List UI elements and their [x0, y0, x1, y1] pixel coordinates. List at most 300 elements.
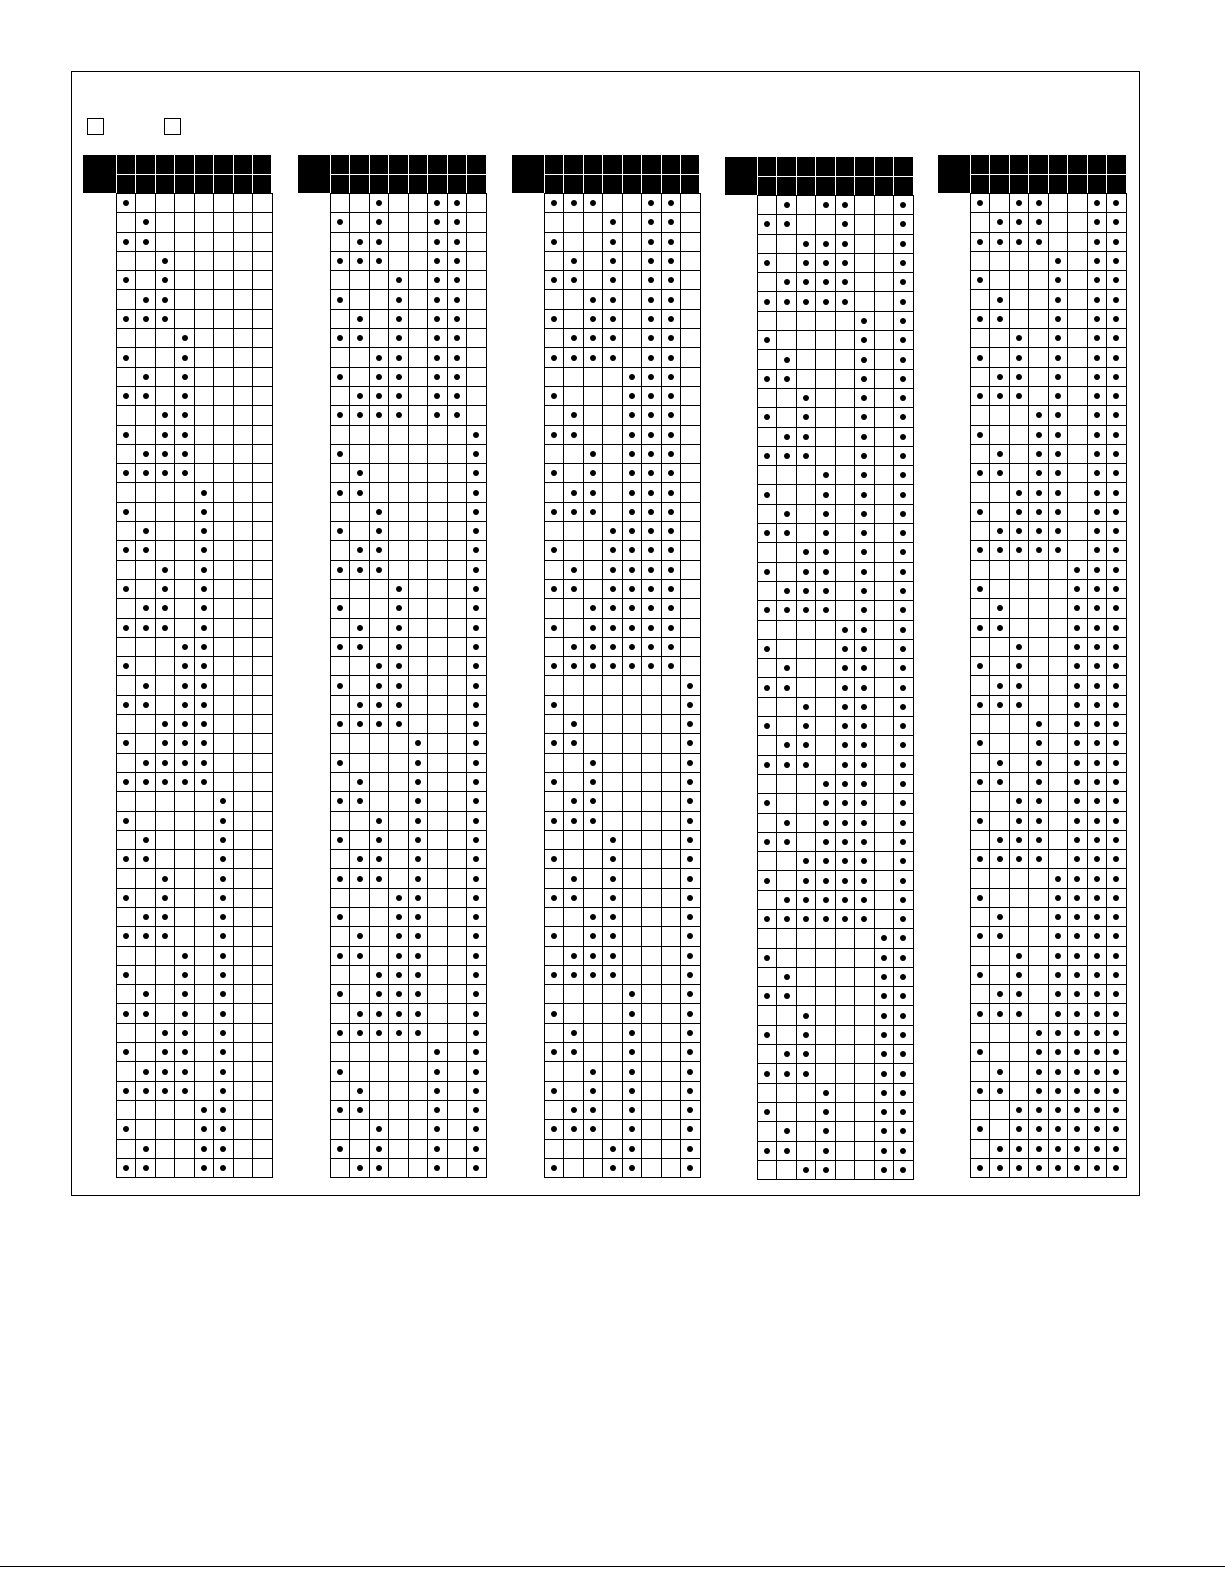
table-row [971, 985, 1127, 1004]
table-cell [816, 273, 835, 292]
table-cell [642, 985, 661, 1004]
table-row [117, 638, 273, 657]
table-cell [971, 947, 990, 966]
table-cell [777, 640, 796, 659]
table-row [758, 968, 914, 987]
table-cell [797, 254, 816, 273]
dot-mark [687, 702, 693, 708]
table-cell [990, 947, 1009, 966]
dot-mark [201, 1146, 207, 1152]
table-cell [331, 522, 350, 541]
table-cell [156, 676, 175, 695]
dot-mark [861, 858, 867, 864]
dot-mark [1113, 895, 1119, 901]
dot-mark [842, 279, 848, 285]
table-cell [681, 908, 700, 927]
table-cell [467, 619, 486, 638]
dot-mark [551, 547, 557, 553]
table-cell [681, 1062, 700, 1081]
table-cell [758, 1045, 777, 1064]
table-row [117, 580, 273, 599]
table-row [545, 734, 701, 753]
table-cell [117, 580, 136, 599]
table-cell [253, 1140, 272, 1159]
dot-mark [551, 895, 557, 901]
dot-mark [434, 316, 440, 322]
table-cell [409, 773, 428, 792]
table-cell [662, 464, 681, 483]
table-cell [662, 966, 681, 985]
table-cell [1049, 387, 1068, 406]
table-cell [195, 271, 214, 290]
table-cell [758, 756, 777, 775]
dot-mark [1016, 1126, 1022, 1132]
dot-mark [571, 277, 577, 283]
table-cell [797, 756, 816, 775]
table-row [117, 657, 273, 676]
table-cell [836, 563, 855, 582]
table-cell [662, 387, 681, 406]
table-cell [816, 929, 835, 948]
table-cell [1107, 889, 1126, 908]
table-row [331, 368, 487, 387]
table-row [331, 1120, 487, 1139]
table-cell [584, 445, 603, 464]
dot-mark [668, 316, 674, 322]
dot-mark [900, 337, 906, 343]
table-cell [156, 1101, 175, 1120]
table-cell [253, 1024, 272, 1043]
dot-mark [454, 200, 460, 206]
table-cell [971, 638, 990, 657]
dot-mark [123, 740, 129, 746]
table-cell [389, 812, 408, 831]
table-cell [855, 215, 874, 234]
table-cell [971, 541, 990, 560]
table-cell [875, 968, 894, 987]
table-cell [175, 348, 194, 367]
table-cell [117, 734, 136, 753]
table-cell [797, 1006, 816, 1025]
dot-mark [842, 916, 848, 922]
table-cell [894, 370, 913, 389]
table-row [117, 194, 273, 213]
table-cell [1088, 464, 1107, 483]
table-cell [1049, 619, 1068, 638]
table-row [758, 621, 914, 640]
dot-mark [123, 972, 129, 978]
table-cell [855, 736, 874, 755]
table-cell [370, 252, 389, 271]
table-cell [253, 271, 272, 290]
table-cell [428, 580, 447, 599]
table-cell [855, 814, 874, 833]
table-cell [642, 1043, 661, 1062]
table-cell [971, 368, 990, 387]
dot-mark [1036, 432, 1042, 438]
table-cell [564, 696, 583, 715]
table-cell [1049, 445, 1068, 464]
table-cell [331, 541, 350, 560]
checkbox-1[interactable] [87, 118, 104, 135]
dot-mark [1094, 1011, 1100, 1017]
table-cell [642, 368, 661, 387]
table-cell [350, 522, 369, 541]
table-cell [584, 406, 603, 425]
dot-mark [881, 1109, 887, 1115]
dot-mark [900, 704, 906, 710]
table-cell [545, 541, 564, 560]
table-cell [253, 734, 272, 753]
table-cell [234, 1159, 253, 1178]
table-cell [234, 773, 253, 792]
table-row [331, 985, 487, 1004]
dot-mark [473, 953, 479, 959]
table-cell [136, 985, 155, 1004]
dot-mark [415, 818, 421, 824]
dot-mark [610, 972, 616, 978]
table-cell [894, 814, 913, 833]
table-cell [1088, 985, 1107, 1004]
table-cell [545, 194, 564, 213]
table-cell [894, 331, 913, 350]
table-cell [564, 464, 583, 483]
dot-mark [900, 781, 906, 787]
table-cell [234, 194, 253, 213]
dot-mark [473, 1011, 479, 1017]
table-cell [467, 483, 486, 502]
table-row [331, 676, 487, 695]
table-cell [428, 1101, 447, 1120]
dot-mark [842, 221, 848, 227]
dot-mark [376, 663, 382, 669]
table-cell [662, 1024, 681, 1043]
table-cell [1049, 561, 1068, 580]
table-row [971, 290, 1127, 309]
table-cell [1049, 483, 1068, 502]
dot-mark [551, 702, 557, 708]
dot-mark [337, 1107, 343, 1113]
table-cell [136, 1062, 155, 1081]
table-cell [584, 927, 603, 946]
dot-mark [571, 490, 577, 496]
table-cell [195, 426, 214, 445]
dot-mark [590, 625, 596, 631]
table-row [758, 408, 914, 427]
dot-mark [784, 916, 790, 922]
table-cell [816, 814, 835, 833]
table-cell [642, 194, 661, 213]
table-cell [175, 310, 194, 329]
table-row [117, 850, 273, 869]
table-cell [350, 194, 369, 213]
table-cell [564, 561, 583, 580]
table-cell [836, 254, 855, 273]
table-cell [1107, 696, 1126, 715]
table-cell [1068, 464, 1087, 483]
table-cell [370, 1120, 389, 1139]
table-cell [331, 483, 350, 502]
table-row [117, 387, 273, 406]
table-cell [175, 194, 194, 213]
table-cell [855, 582, 874, 601]
dot-mark [1036, 1088, 1042, 1094]
dot-mark [1094, 740, 1100, 746]
dot-mark [590, 451, 596, 457]
table-cell [681, 599, 700, 618]
dot-mark [784, 376, 790, 382]
table-cell [662, 715, 681, 734]
table-cell [971, 233, 990, 252]
table-cell [195, 812, 214, 831]
table-cell [448, 522, 467, 541]
dot-mark [590, 509, 596, 515]
dot-mark [201, 1126, 207, 1132]
dot-mark [162, 451, 168, 457]
dot-mark [376, 818, 382, 824]
table-cell [875, 408, 894, 427]
table-cell [1088, 947, 1107, 966]
table-cell [681, 271, 700, 290]
dot-mark [123, 509, 129, 515]
checkbox-2[interactable] [164, 118, 181, 135]
table-cell [1010, 908, 1029, 927]
table-row [331, 1062, 487, 1081]
dot-mark [162, 760, 168, 766]
table-cell [990, 1120, 1009, 1139]
dot-mark [143, 779, 149, 785]
table-cell [214, 329, 233, 348]
table-cell [136, 812, 155, 831]
dot-mark [1094, 470, 1100, 476]
table-cell [370, 619, 389, 638]
dot-mark [182, 432, 188, 438]
table-cell [409, 445, 428, 464]
dot-mark [823, 878, 829, 884]
table-cell [1010, 213, 1029, 232]
dot-mark [1113, 1126, 1119, 1132]
table-cell [681, 657, 700, 676]
table-cell [350, 348, 369, 367]
dot-mark [396, 953, 402, 959]
table-row [331, 1004, 487, 1023]
dot-mark [823, 1167, 829, 1173]
table-row [331, 869, 487, 888]
table-cell [855, 968, 874, 987]
table-cell [156, 773, 175, 792]
table-cell [350, 908, 369, 927]
table-cell [777, 601, 796, 620]
table-cell [855, 1006, 874, 1025]
table-cell [1049, 194, 1068, 213]
table-cell [117, 387, 136, 406]
table-cell [894, 678, 913, 697]
dot-mark [357, 1165, 363, 1171]
table-cell [136, 599, 155, 618]
table-cell [797, 736, 816, 755]
dot-mark [1036, 528, 1042, 534]
dot-mark [143, 1146, 149, 1152]
table-cell [545, 812, 564, 831]
table-cell [1088, 599, 1107, 618]
dot-mark [861, 337, 867, 343]
table-cell [816, 543, 835, 562]
dot-mark [376, 702, 382, 708]
table-cell [584, 734, 603, 753]
table-cell [894, 1103, 913, 1122]
table-row [117, 233, 273, 252]
table-cell [662, 792, 681, 811]
table-cell [990, 619, 1009, 638]
dot-mark [784, 742, 790, 748]
table-cell [758, 524, 777, 543]
table-cell [409, 908, 428, 927]
table-cell [253, 1101, 272, 1120]
table-row [331, 464, 487, 483]
table-cell [195, 561, 214, 580]
table-cell [1010, 966, 1029, 985]
table-cell [409, 696, 428, 715]
dot-mark [784, 762, 790, 768]
table-cell [564, 599, 583, 618]
table-cell [603, 831, 622, 850]
table-cell [1010, 271, 1029, 290]
table-cell [467, 734, 486, 753]
table-cell [370, 483, 389, 502]
table-cell [681, 406, 700, 425]
table-cell [331, 619, 350, 638]
table-cell [195, 233, 214, 252]
table-cell [603, 696, 622, 715]
table-cell [584, 792, 603, 811]
dot-mark [1113, 1146, 1119, 1152]
table-row [545, 927, 701, 946]
table-cell [409, 754, 428, 773]
table-cell [777, 833, 796, 852]
table-row [545, 368, 701, 387]
table-row [971, 619, 1127, 638]
dot-mark [201, 683, 207, 689]
table-cell [836, 929, 855, 948]
table-cell [467, 869, 486, 888]
dot-mark [861, 472, 867, 478]
dot-mark [803, 1051, 809, 1057]
table-cell [175, 233, 194, 252]
dot-mark [337, 644, 343, 650]
dot-mark [201, 528, 207, 534]
table-cell [409, 580, 428, 599]
table-header [512, 155, 699, 193]
dot-mark [764, 492, 770, 498]
table-cell [971, 213, 990, 232]
table-cell [990, 599, 1009, 618]
dot-mark [1036, 1146, 1042, 1152]
table-cell [855, 891, 874, 910]
dot-mark [1036, 740, 1042, 746]
table-cell [389, 657, 408, 676]
table-cell [1107, 966, 1126, 985]
table-cell [642, 561, 661, 580]
table-row [117, 619, 273, 638]
table-row [545, 503, 701, 522]
dot-mark [376, 856, 382, 862]
table-cell [1049, 638, 1068, 657]
table-cell [370, 445, 389, 464]
table-cell [875, 871, 894, 890]
table-cell [758, 350, 777, 369]
table-cell [1068, 483, 1087, 502]
table-cell [990, 676, 1009, 695]
table-cell [253, 773, 272, 792]
table-cell [156, 985, 175, 1004]
table-cell [350, 580, 369, 599]
dot-mark [1074, 740, 1080, 746]
table-row [971, 233, 1127, 252]
dot-mark [823, 858, 829, 864]
table-cell [370, 426, 389, 445]
table-cell [214, 638, 233, 657]
table-row [331, 1043, 487, 1062]
table-cell [894, 215, 913, 234]
dot-mark [473, 490, 479, 496]
table-cell [409, 715, 428, 734]
table-cell [448, 503, 467, 522]
table-cell [797, 698, 816, 717]
table-cell [642, 676, 661, 695]
dot-mark [571, 895, 577, 901]
table-row [758, 370, 914, 389]
dot-mark [376, 219, 382, 225]
dot-mark [1055, 277, 1061, 283]
table-row [331, 812, 487, 831]
table-cell [990, 1024, 1009, 1043]
table-cell [117, 599, 136, 618]
dot-mark [1036, 856, 1042, 862]
table-cell [681, 310, 700, 329]
dot-mark [687, 953, 693, 959]
table-cell [875, 717, 894, 736]
table-cell [777, 312, 796, 331]
table-cell [816, 736, 835, 755]
table-cell [1088, 638, 1107, 657]
table-row [545, 715, 701, 734]
dot-mark [997, 239, 1003, 245]
dot-mark [861, 781, 867, 787]
table-cell [623, 503, 642, 522]
table-row [545, 348, 701, 367]
table-row [758, 949, 914, 968]
table-cell [195, 831, 214, 850]
dot-mark [396, 316, 402, 322]
dot-mark [551, 1049, 557, 1055]
table-row [331, 290, 487, 309]
dot-mark [900, 569, 906, 575]
dot-mark [162, 605, 168, 611]
dot-mark [337, 991, 343, 997]
table-cell [448, 213, 467, 232]
table-cell [777, 659, 796, 678]
table-cell [623, 368, 642, 387]
table-cell [875, 814, 894, 833]
dot-mark [434, 297, 440, 303]
dot-mark [162, 721, 168, 727]
table-cell [214, 522, 233, 541]
table-cell [156, 850, 175, 869]
dot-mark [357, 702, 363, 708]
table-row [117, 754, 273, 773]
table-header [298, 155, 486, 193]
table-cell [175, 599, 194, 618]
